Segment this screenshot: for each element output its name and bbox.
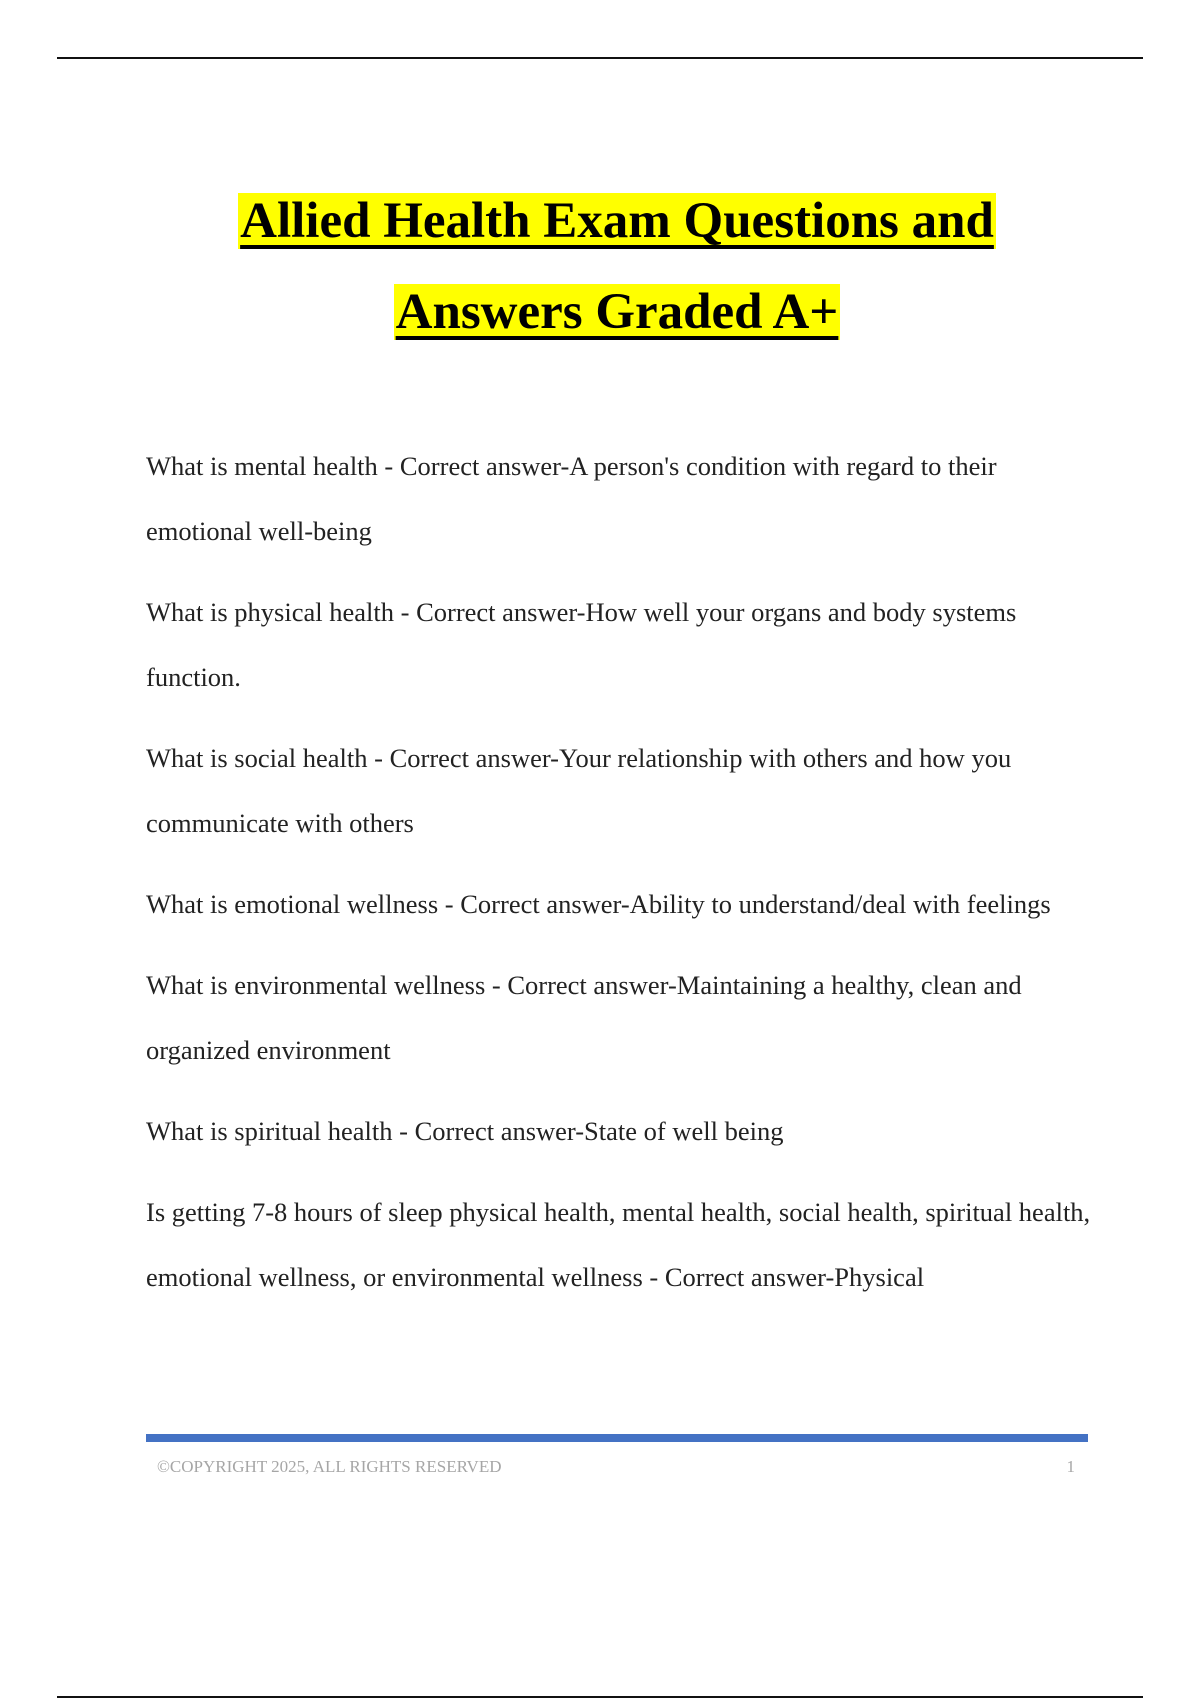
qa-item-environmental-wellness: What is environmental wellness - Correct answer-Maintaining a healthy, clean and organized environment xyxy=(146,970,1022,1065)
qa-item-mental-health: What is mental health - Correct answer-A person's condition with regard to their emotional well-being xyxy=(146,451,997,546)
footer-bar xyxy=(146,1434,1088,1442)
title-line-1: Allied Health Exam Questions and xyxy=(240,193,994,249)
qa-item-physical-health: What is physical health - Correct answer-How well your organs and body systems function. xyxy=(146,597,1017,692)
qa-list xyxy=(146,434,1096,1326)
qa-item-emotional-wellness: What is emotional wellness - Correct answer-Ability to understand/deal with feelings xyxy=(146,889,1051,919)
top-rule xyxy=(57,57,1143,59)
document-title xyxy=(146,176,1088,358)
bottom-rule xyxy=(57,1696,1143,1698)
page-number: 1 xyxy=(1066,1457,1075,1476)
qa-item-sleep: Is getting 7-8 hours of sleep physical health, mental health, social health, spiritual health, emotional wellness, or environmental wellness - Correct answer-Physical xyxy=(146,1197,1091,1292)
footer-copyright: ©COPYRIGHT 2025, ALL RIGHTS RESERVED xyxy=(157,1457,502,1476)
qa-item-social-health: What is social health - Correct answer-Your relationship with others and how you communicate with others xyxy=(146,743,1012,838)
qa-item-spiritual-health: What is spiritual health - Correct answer-State of well being xyxy=(146,1116,784,1146)
title-line-2: Answers Graded A+ xyxy=(395,284,839,340)
